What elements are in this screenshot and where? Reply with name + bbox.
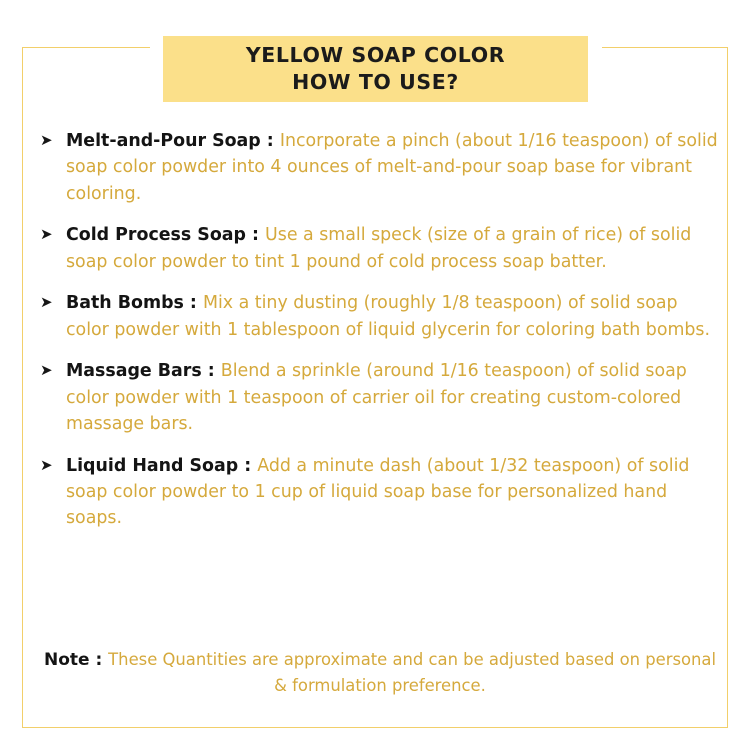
title-banner [163,36,588,102]
arrow-bullet-icon: ➤ [40,293,53,312]
list-item-body [66,222,720,275]
list-item-body [66,128,720,207]
note-text: These Quantities are approximate and can be adjusted based on personal & formulation preference. [108,650,717,695]
list-item-body [66,453,720,532]
list-item-description: Use a small speck (size of a grain of rice) of solid soap color powder to tint 1 pound of cold process soap batter. [66,225,692,272]
list-item-body [66,290,720,343]
list-item-description: Add a minute dash (about 1/32 teaspoon) of solid soap color powder to 1 cup of liquid soap base for personalized hand soaps. [66,455,690,529]
list-item-label: Bath Bombs : [66,293,203,314]
instructions-list [40,128,720,547]
arrow-bullet-icon: ➤ [40,361,53,380]
list-item-body [66,358,720,437]
list-item [40,453,720,532]
list-item-description: Incorporate a pinch (about 1/16 teaspoon) of solid soap color powder into 4 ounces of melt-and-pour soap base for vibrant coloring. [66,131,718,204]
list-item [40,358,720,437]
note-label: Note : [43,650,109,670]
list-item-label: Cold Process Soap : [66,225,266,246]
arrow-bullet-icon: ➤ [40,455,53,474]
arrow-bullet-icon: ➤ [40,225,53,244]
list-item-label: Melt-and-Pour Soap : [66,131,280,151]
list-item [40,290,720,343]
note-section [40,648,720,698]
list-item-description: Mix a tiny dusting (roughly 1/8 teaspoon) of solid soap color powder with 1 tablespoon of liquid glycerin for coloring bath bombs. [66,293,711,340]
arrow-bullet-icon: ➤ [40,131,53,149]
list-item-description: Blend a sprinkle (around 1/16 teaspoon) of solid soap color powder with 1 teaspoon of carrier oil for creating custom-colored massage bars. [66,361,687,435]
page-title-line-2: HOW TO USE? [292,70,459,94]
list-item [40,222,720,275]
list-item-label: Liquid Hand Soap : [66,455,258,476]
page-title-line-1: YELLOW SOAP COLOR [245,42,506,67]
list-item [40,128,720,207]
list-item-label: Massage Bars : [66,361,221,382]
